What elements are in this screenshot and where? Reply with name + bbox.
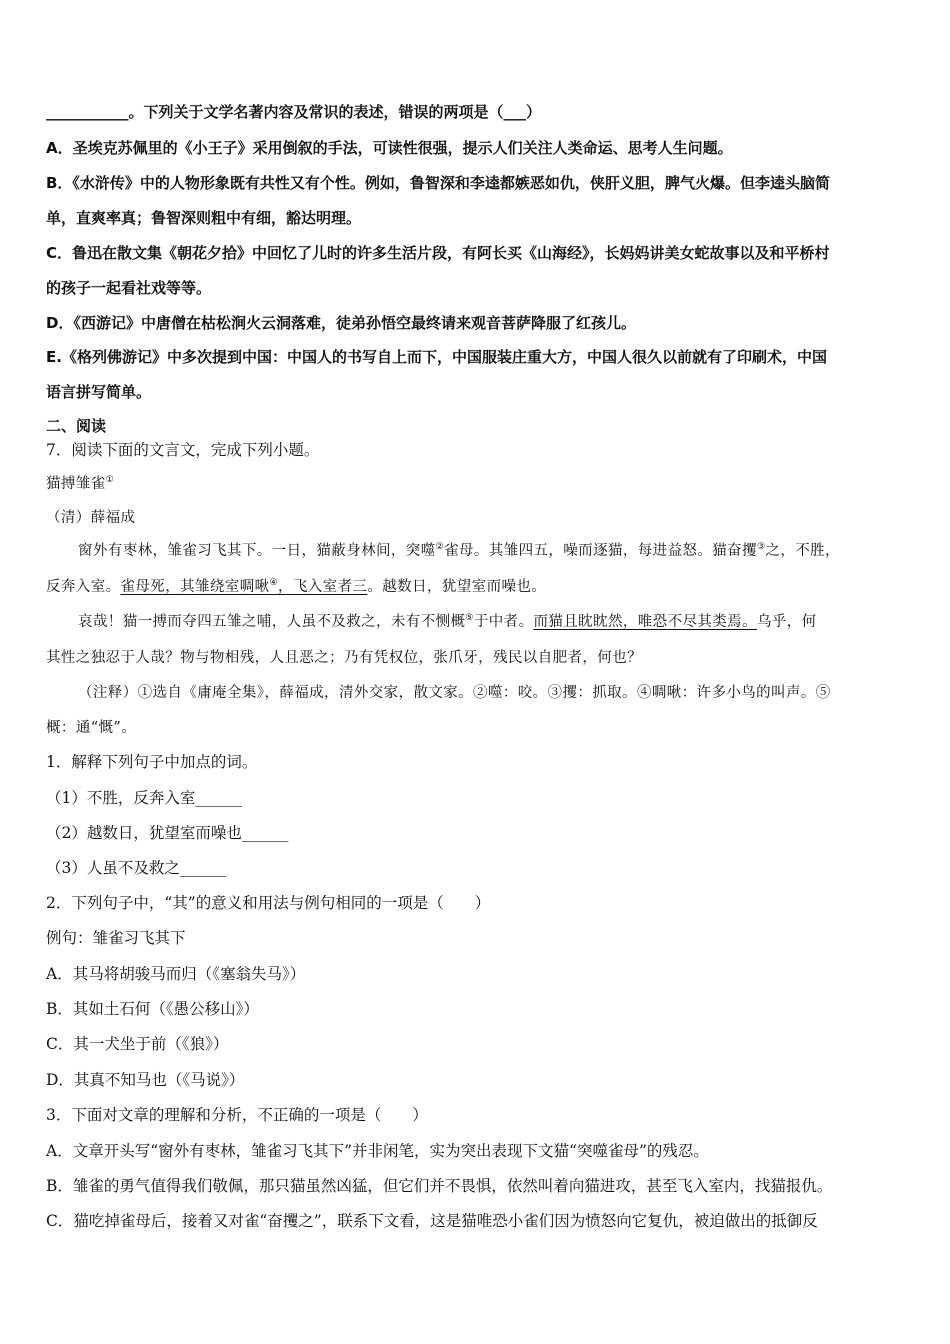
underlined-sentence: 而猫且眈眈然，唯恐不尽其类焉。	[533, 614, 757, 630]
passage-text: 于中者。	[473, 614, 534, 630]
q6-option-e-line1: E.《格列佛游记》中多次提到中国：中国人的书写自上而下，中国服装庄重大方，中国人很久以前就有了印刷术，中国	[46, 348, 827, 366]
q6-option-d: D．《西游记》中唐僧在枯松涧火云洞落难，徒弟孙悟空最终请来观音菩萨降服了红孩儿。	[46, 314, 636, 332]
q6-option-a: A．圣埃克苏佩里的《小王子》采用倒叙的手法，可读性很强，提示人们关注人类命运、思考人生问题。	[46, 139, 733, 157]
passage-title	[46, 474, 114, 494]
passage-notes-line2: 概：通“慨”。	[46, 720, 137, 736]
underlined-sentence	[121, 579, 368, 595]
passage-text: 雀母。其雏四五，噪而逐猫，每进益怒。猫奋攫	[444, 543, 757, 559]
sub2-option-b: B．其如土石何（《愚公移山》）	[46, 1000, 259, 1018]
note-mark: ③	[756, 542, 766, 553]
sub3-option-b: B．雏雀的勇气值得我们敬佩，那只猫虽然凶猛，但它们并不畏惧，依然叫着向猫进攻，甚至飞入室内，找猫报仇。	[46, 1177, 833, 1195]
passage-title-text: 猫搏雏雀	[46, 476, 106, 492]
sub3-option-a: A．文章开头写“窗外有枣林，雏雀习飞其下”并非闲笔，实为突出表现下文猫“突噬雀母”的残忍。	[46, 1142, 709, 1160]
passage-text: 哀哉！猫一搏而夺四五雏之哺，人虽不及救之，未有不恻概	[78, 614, 466, 630]
sub2-example: 例句：雏雀习飞其下	[46, 929, 186, 947]
passage-text: 窗外有枣林，雏雀习飞其下。一日，猫蔽身林间，突噬	[78, 543, 436, 559]
passage-text: ，飞入室者三	[277, 579, 368, 595]
note-mark: ②	[435, 542, 445, 553]
q6-option-b-line2: 单，直爽率真；鲁智深则粗中有细，豁达明理。	[46, 209, 362, 227]
q6-option-c-line2: 的孩子一起看社戏等等。	[46, 279, 212, 297]
sub2-option-a: A．其马将胡骏马而归（《塞翁失马》）	[46, 965, 306, 983]
sub3-stem: 3．下面对文章的理解和分析，不正确的一项是（ ）	[46, 1106, 428, 1124]
note-mark: ④	[269, 578, 278, 589]
sub3-option-c: C．猫吃掉雀母后，接着又对雀“奋攫之”，联系下文看，这是猫唯恐小雀们因为愤怒向它复仇，被迫做出的抵御反	[46, 1212, 818, 1230]
q7-intro: 7．阅读下面的文言文，完成下列小题。	[46, 441, 320, 459]
q6-option-e-line2: 语言拼写简单。	[46, 383, 152, 401]
sub1-stem: 1．解释下列句子中加点的词。	[46, 753, 258, 771]
sub1-item1: （1）不胜，反奔入室______	[46, 789, 242, 807]
passage-author: （清）薛福成	[46, 510, 136, 526]
passage-text: 之，不胜，	[765, 543, 840, 559]
q6-stem: ___________。下列关于文学名著内容及常识的表述，错误的两项是（___）	[46, 103, 542, 121]
passage-text: 乌乎，何	[756, 614, 817, 630]
sub1-item3: （3）人虽不及救之______	[46, 859, 227, 877]
sub1-item2: （2）越数日，犹望室而噪也______	[46, 824, 289, 842]
passage-text: 反奔入室。	[46, 579, 121, 595]
section-heading: 二、阅读	[46, 417, 107, 435]
passage-p2-line1	[78, 612, 817, 632]
passage-text: 雀母死，其雏绕室啁啾	[120, 579, 270, 595]
q6-option-c-line1: C．鲁迅在散文集《朝花夕拾》中回忆了儿时的许多生活片段，有阿长买《山海经》，长妈妈讲美女蛇故事以及和平桥村	[46, 244, 830, 262]
passage-notes-line1: （注释）①选自《庸庵全集》，薛福成，清外交家，散文家。②噬：咬。③攫：抓取。④啁啾：许多小鸟的叫声。⑤	[78, 685, 831, 701]
q6-option-b-line1: B．《水浒传》中的人物形象既有共性又有个性。例如，鲁智深和李逵都嫉恶如仇，侠肝义胆，脾气火爆。但李逵头脑简	[46, 174, 830, 192]
passage-title-note-mark: ①	[105, 475, 115, 486]
passage-p1-line1	[78, 541, 840, 561]
sub2-option-d: D．其真不知马也（《马说》）	[46, 1071, 245, 1089]
passage-p1-line2	[46, 577, 546, 597]
sub2-stem: 2．下列句子中，“其”的意义和用法与例句相同的一项是（ ）	[46, 894, 491, 912]
passage-p2-line2: 其性之独忍于人哉？物与物相残，人且恶之；乃有凭权位，张爪牙，残民以自肥者，何也？	[46, 650, 642, 666]
passage-text: 。越数日，犹望室而噪也。	[367, 579, 547, 595]
note-mark: ⑤	[465, 613, 474, 624]
sub2-option-c: C．其一犬坐于前（《狼》）	[46, 1035, 229, 1053]
